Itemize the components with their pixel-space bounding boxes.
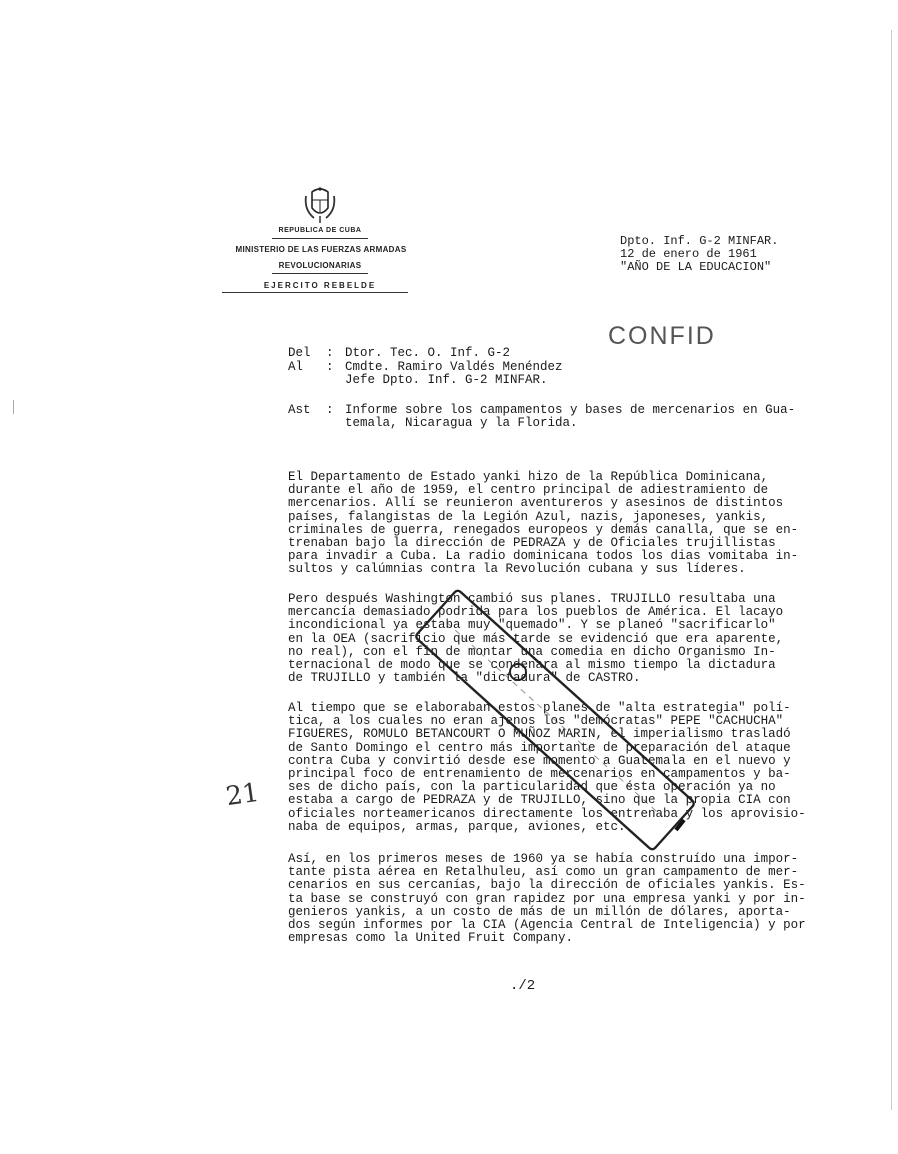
scan-edge-line (891, 30, 892, 1110)
text-line: genieros yankis, a un costo de más de un millón de dólares, aporta- (288, 904, 791, 919)
letterhead-rule (272, 273, 368, 274)
from-value: Dtor. Tec. O. Inf. G-2 (345, 346, 511, 360)
text-line: ses de dicho país, con la particularidad que ésta operación ya no (288, 780, 776, 795)
from-label: Del (288, 346, 311, 360)
text-line: incondicional ya estaba muy "quemado". Y se planeó "sacrificarlo" (288, 618, 776, 633)
from-colon: : (326, 346, 334, 360)
text-line: naba de equipos, armas, parque, aviones, etc. (288, 819, 626, 834)
to-colon: : (326, 360, 334, 374)
text-line: sultos y calúmnias contra la Revolución cubana y sus líderes. (288, 562, 746, 577)
subject-value-line2: temala, Nicaragua y la Florida. (345, 416, 578, 430)
handwritten-margin-note: 21 (224, 777, 262, 813)
text-line: para invadir a Cuba. La radio dominicana todos los dias vomitaba in- (288, 549, 799, 564)
paragraph-2 (288, 593, 868, 685)
page-indicator: ./2 (510, 978, 536, 994)
paragraph-1 (288, 471, 868, 577)
text-line: estaba a cargo de PEDRAZA y de TRUJILLO, sino que la propia CIA con (288, 793, 791, 808)
text-line: principal foco de entrenamiento de mercenarios en campamentos y ba- (288, 766, 791, 781)
to-value-line2: Jefe Dpto. Inf. G-2 MINFAR. (345, 373, 548, 387)
text-line: en la OEA (sacrificio que más tarde se evidenció que era aparente, (288, 631, 784, 646)
letterhead-rule (272, 238, 368, 239)
text-line: Al tiempo que se elaboraban estos planes de "alta estrategia" polí- (288, 701, 791, 715)
letterhead-republic: REPUBLICA DE CUBA (278, 227, 362, 234)
letterhead-ministry: MINISTERIO DE LAS FUERZAS ARMADAS (235, 245, 407, 254)
text-line: no real), con el fin de montar una comedia en dicho Organismo In- (288, 644, 776, 659)
text-line: de Santo Domingo el centro más importante de preparación del ataque (288, 740, 791, 755)
text-line: durante el año de 1959, el centro principal de adiestramiento de (288, 483, 769, 498)
to-label: Al (288, 360, 304, 374)
subject-value-line1: Informe sobre los campamentos y bases de mercenarios en Gua- (345, 403, 796, 417)
text-line: ta base se construyó con gran rapidez por una empresa yanki y por in- (288, 891, 806, 906)
coat-of-arms-seal (300, 186, 340, 224)
letterhead-rule (222, 292, 408, 293)
text-line: trenaban bajo la dirección de PEDRAZA y de Oficiales trujillistas (288, 535, 776, 550)
text-line: contra Cuba y convirtió desde ese momento a Guatemala en el nuevo y (288, 753, 791, 768)
letterhead-revolutionary: REVOLUCIONARIAS (278, 261, 362, 270)
text-line: cenarios en sus cercanías, bajo la dirección de oficiales yankis. Es- (288, 878, 806, 893)
to-value-line1: Cmdte. Ramiro Valdés Menéndez (345, 360, 563, 374)
text-line: Así, en los primeros meses de 1960 ya se había construído una impor- (288, 852, 799, 866)
text-line: oficiales norteamericanos directamente los entrenaba y los aprovisio- (288, 806, 806, 821)
text-line: tante pista aérea en Retalhuleu, así como un gran campamento de mer- (288, 865, 799, 880)
header-dept: Dpto. Inf. G-2 MINFAR. (620, 234, 779, 248)
text-line: empresas como la United Fruit Company. (288, 931, 574, 946)
scan-edge-mark (13, 400, 14, 414)
text-line: Pero después Washington cambió sus planes. TRUJILLO resultaba una (288, 592, 776, 606)
text-line: FIGUERES, ROMULO BETANCOURT O MUÑOZ MARIN, el imperialismo trasladó (288, 727, 791, 742)
text-line: El Departamento de Estado yanki hizo de la República Dominicana, (288, 470, 769, 484)
text-line: mercancía demasiado podrida para los pueblos de América. El lacayo (288, 605, 784, 620)
letterhead-army: EJERCITO REBELDE (263, 281, 377, 290)
text-line: criminales de guerra, renegados europeos y demás canalla, que se en- (288, 522, 799, 537)
text-line: dos según informes por la CIA (Agencia Central de Inteligencia) y por (288, 917, 806, 932)
text-line: tica, a los cuales no eran ajenos los "demócratas" PEPE "CACHUCHA" (288, 714, 784, 729)
text-line: ternacional de modo que se condenara al mismo tiempo la dictadura (288, 657, 776, 672)
subject-label: Ast (288, 403, 311, 417)
subject-colon: : (326, 403, 334, 417)
paragraph-4 (288, 853, 868, 945)
header-year-motto: "AÑO DE LA EDUCACION" (620, 260, 772, 274)
text-line: de TRUJILLO y también la "dictadura" de CASTRO. (288, 671, 641, 686)
header-date: 12 de enero de 1961 (620, 247, 757, 261)
paragraph-3 (288, 702, 868, 834)
classification-stamp: CONFID (608, 322, 716, 350)
text-line: países, falangistas de la Legión Azul, nazis, japoneses, yankis, (288, 509, 769, 524)
text-line: mercenarios. Allí se reunieron aventureros y asesinos de distintos (288, 496, 784, 511)
